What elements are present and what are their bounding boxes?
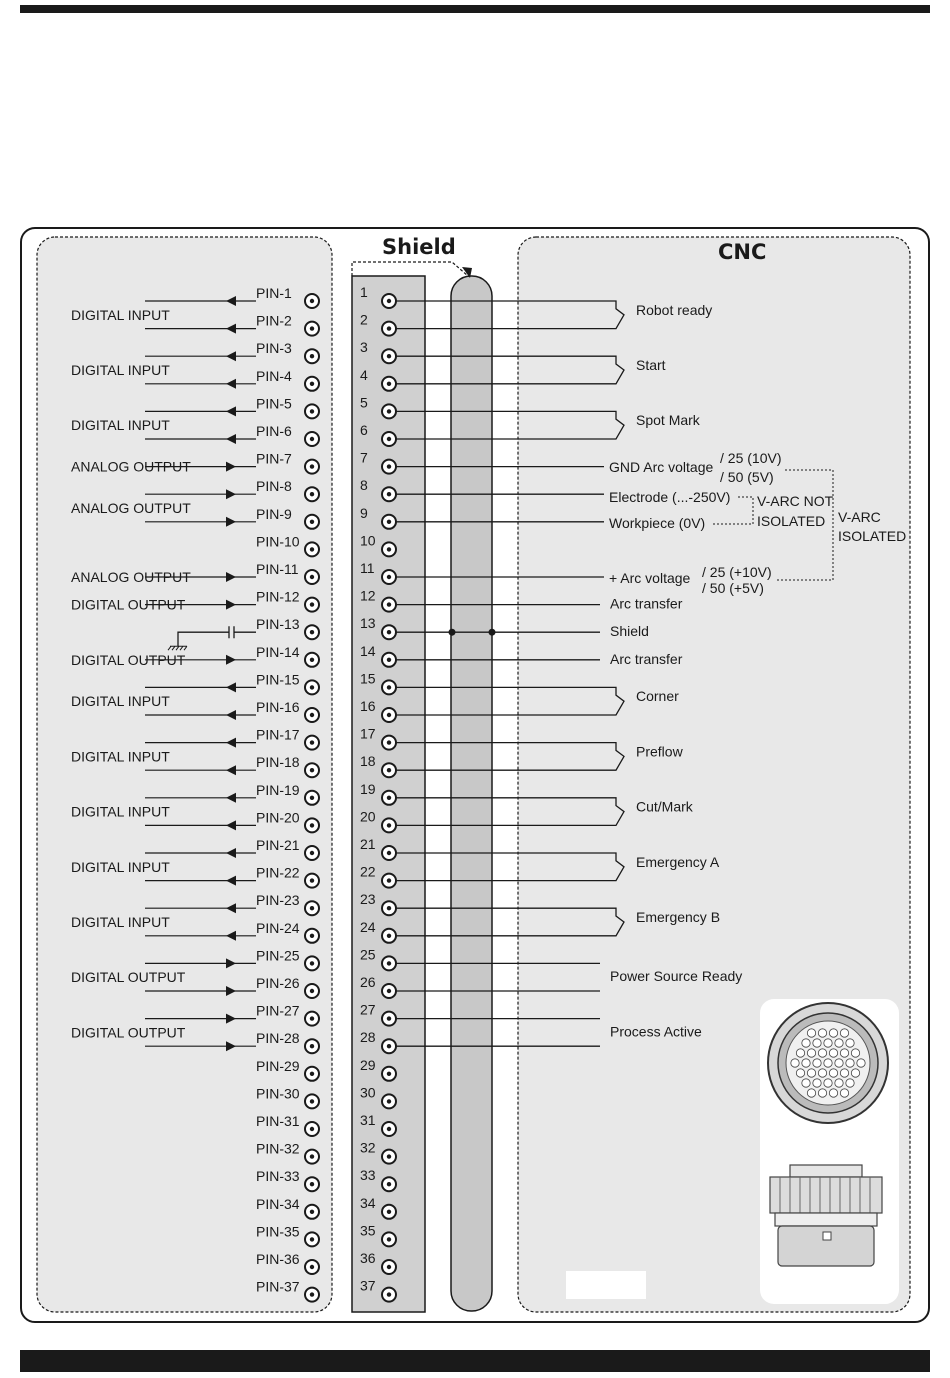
pin-label: PIN-12 bbox=[256, 588, 300, 605]
terminal-number: 27 bbox=[360, 1001, 376, 1018]
pin-label: PIN-11 bbox=[256, 561, 299, 577]
pin-hole bbox=[813, 1059, 821, 1067]
pin-terminal-dot bbox=[310, 740, 314, 744]
terminal-number: 26 bbox=[360, 974, 376, 990]
terminal-socket-dot bbox=[387, 520, 391, 524]
varc-workpiece: Workpiece (0V) bbox=[609, 515, 706, 531]
pin-terminal-dot bbox=[310, 1237, 314, 1241]
terminal-number: 31 bbox=[360, 1112, 376, 1128]
group-label: DIGITAL INPUT bbox=[71, 693, 170, 710]
pin-hole bbox=[840, 1069, 848, 1077]
terminal-number: 35 bbox=[360, 1222, 376, 1239]
terminal-socket-dot bbox=[387, 989, 391, 993]
pin-terminal-dot bbox=[310, 354, 314, 358]
group-label: DIGITAL OUTPUT bbox=[71, 596, 186, 613]
terminal-socket-dot bbox=[387, 1044, 391, 1048]
terminal-number: 30 bbox=[360, 1084, 376, 1101]
pin-hole bbox=[846, 1039, 854, 1047]
terminal-number: 33 bbox=[360, 1167, 376, 1184]
varc-isolated-1: V-ARC bbox=[838, 509, 881, 525]
pin-terminal-dot bbox=[310, 823, 314, 827]
pin-label: PIN-4 bbox=[256, 367, 292, 384]
terminal-socket-dot bbox=[387, 602, 391, 606]
pin-hole bbox=[807, 1049, 815, 1057]
pin-hole bbox=[835, 1059, 843, 1067]
pin-terminal-dot bbox=[310, 409, 314, 413]
top-rule bbox=[20, 5, 930, 13]
shield-junction bbox=[489, 629, 496, 636]
pin-hole bbox=[857, 1059, 865, 1067]
pin-hole bbox=[818, 1029, 826, 1037]
pin-label: PIN-25 bbox=[256, 947, 300, 964]
group-label: DIGITAL INPUT bbox=[71, 306, 170, 323]
terminal-number: 13 bbox=[360, 615, 376, 632]
terminal-socket-dot bbox=[387, 768, 391, 772]
pin-terminal-dot bbox=[310, 1099, 314, 1103]
terminal-number: 17 bbox=[360, 725, 376, 742]
pin-label: PIN-18 bbox=[256, 754, 300, 771]
terminal-number: 10 bbox=[360, 532, 376, 549]
pin-label: PIN-1 bbox=[256, 285, 292, 301]
terminal-socket-dot bbox=[387, 437, 391, 441]
pin-label: PIN-17 bbox=[256, 726, 300, 743]
terminal-number: 28 bbox=[360, 1029, 376, 1046]
pin-terminal-dot bbox=[310, 437, 314, 441]
varc-plus25: / 25 (+10V) bbox=[702, 564, 772, 580]
pin-hole bbox=[851, 1069, 859, 1077]
terminal-socket-dot bbox=[387, 354, 391, 358]
group-label: DIGITAL INPUT bbox=[71, 362, 170, 378]
switch-label: Emergency A bbox=[636, 853, 720, 870]
pin-label: PIN-7 bbox=[256, 450, 292, 467]
signal-label: Arc transfer bbox=[610, 595, 683, 612]
pin-terminal-dot bbox=[310, 1210, 314, 1214]
terminal-number: 25 bbox=[360, 946, 376, 963]
terminal-number: 22 bbox=[360, 863, 376, 880]
pin-label: PIN-28 bbox=[256, 1030, 300, 1047]
terminal-socket-dot bbox=[387, 575, 391, 579]
terminal-number: 34 bbox=[360, 1194, 376, 1211]
group-label: ANALOG OUTPUT bbox=[71, 458, 191, 475]
pin-terminal-dot bbox=[310, 1265, 314, 1269]
pin-hole bbox=[829, 1069, 837, 1077]
group-label: DIGITAL INPUT bbox=[71, 858, 170, 875]
terminal-number: 3 bbox=[360, 339, 368, 356]
pin-label: PIN-35 bbox=[256, 1223, 300, 1240]
group-label: DIGITAL INPUT bbox=[71, 748, 170, 765]
signal-label: Power Source Ready bbox=[610, 968, 743, 985]
pin-label: PIN-19 bbox=[256, 781, 300, 798]
pin-hole bbox=[813, 1079, 821, 1087]
pin-terminal-dot bbox=[310, 630, 314, 634]
pin-terminal-dot bbox=[310, 1044, 314, 1048]
connector-side-image bbox=[770, 1165, 882, 1266]
pin-hole bbox=[818, 1049, 826, 1057]
pin-terminal-dot bbox=[310, 906, 314, 910]
pin-terminal-dot bbox=[310, 1016, 314, 1020]
terminal-socket-dot bbox=[387, 1016, 391, 1020]
blank-label-box bbox=[566, 1271, 646, 1299]
switch-label: Start bbox=[636, 357, 666, 373]
pin-label: PIN-33 bbox=[256, 1168, 300, 1185]
pin-label: PIN-36 bbox=[256, 1251, 300, 1267]
terminal-socket-dot bbox=[387, 464, 391, 468]
pin-label: PIN-13 bbox=[256, 616, 300, 633]
pin-hole bbox=[840, 1089, 848, 1097]
terminal-socket-dot bbox=[387, 547, 391, 551]
group-label: ANALOG OUTPUT bbox=[71, 500, 191, 516]
terminal-number: 18 bbox=[360, 753, 376, 770]
group-label: DIGITAL OUTPUT bbox=[71, 1024, 186, 1041]
pin-label: PIN-24 bbox=[256, 919, 300, 936]
terminal-number: 4 bbox=[360, 366, 368, 383]
terminal-socket-dot bbox=[387, 1099, 391, 1103]
varc-not-isolated-2: ISOLATED bbox=[757, 513, 826, 529]
varc-plus-label: + Arc voltage bbox=[609, 570, 691, 586]
group-label: DIGITAL OUTPUT bbox=[71, 969, 186, 986]
pin-hole bbox=[835, 1039, 843, 1047]
pin-label: PIN-10 bbox=[256, 533, 300, 550]
pin-hole bbox=[846, 1059, 854, 1067]
pin-terminal-dot bbox=[310, 547, 314, 551]
terminal-number: 7 bbox=[360, 449, 368, 466]
pin-hole bbox=[829, 1089, 837, 1097]
pin-label: PIN-20 bbox=[256, 809, 300, 826]
pin-label: PIN-8 bbox=[256, 478, 292, 495]
pin-terminal-dot bbox=[310, 768, 314, 772]
pin-label: PIN-37 bbox=[256, 1278, 300, 1295]
pin-hole bbox=[807, 1029, 815, 1037]
terminal-number: 12 bbox=[360, 587, 376, 604]
varc-plus50: / 50 (+5V) bbox=[702, 580, 764, 596]
terminal-socket-dot bbox=[387, 1292, 391, 1296]
pin-hole bbox=[813, 1039, 821, 1047]
pin-hole bbox=[818, 1069, 826, 1077]
terminal-socket-dot bbox=[387, 409, 391, 413]
terminal-number: 32 bbox=[360, 1139, 376, 1156]
signal-label: Arc transfer bbox=[610, 650, 683, 667]
pin-terminal-dot bbox=[310, 520, 314, 524]
terminal-number: 14 bbox=[360, 642, 376, 659]
terminal-socket-dot bbox=[387, 906, 391, 910]
pin-hole bbox=[802, 1059, 810, 1067]
switch-label: Robot ready bbox=[636, 301, 713, 318]
pin-label: PIN-2 bbox=[256, 312, 292, 329]
pin-terminal-dot bbox=[310, 1154, 314, 1158]
pin-hole bbox=[851, 1049, 859, 1057]
pin-hole bbox=[840, 1029, 848, 1037]
pin-hole bbox=[846, 1079, 854, 1087]
pin-hole bbox=[835, 1079, 843, 1087]
group-label: ANALOG OUTPUT bbox=[71, 569, 191, 585]
terminal-socket-dot bbox=[387, 630, 391, 634]
pin-terminal-dot bbox=[310, 464, 314, 468]
varc-not-isolated-1: V-ARC NOT bbox=[757, 493, 834, 509]
pin-terminal-dot bbox=[310, 382, 314, 386]
signal-label: Process Active bbox=[610, 1023, 702, 1040]
terminal-socket-dot bbox=[387, 796, 391, 800]
terminal-socket-dot bbox=[387, 934, 391, 938]
pin-label: PIN-16 bbox=[256, 699, 300, 715]
pin-label: PIN-6 bbox=[256, 423, 292, 439]
pin-label: PIN-14 bbox=[256, 643, 300, 660]
pin-hole bbox=[791, 1059, 799, 1067]
terminal-socket-dot bbox=[387, 823, 391, 827]
pin-label: PIN-27 bbox=[256, 1002, 300, 1019]
pin-label: PIN-29 bbox=[256, 1057, 300, 1074]
shield-junction bbox=[449, 629, 456, 636]
cnc-title: CNC bbox=[718, 240, 767, 264]
pin-terminal-dot bbox=[310, 989, 314, 993]
pin-hole bbox=[807, 1089, 815, 1097]
terminal-socket-dot bbox=[387, 1182, 391, 1186]
terminal-socket-dot bbox=[387, 492, 391, 496]
terminal-number: 37 bbox=[360, 1277, 376, 1294]
pin-terminal-dot bbox=[310, 961, 314, 965]
pin-terminal-dot bbox=[310, 299, 314, 303]
pin-label: PIN-30 bbox=[256, 1085, 300, 1102]
group-label: DIGITAL OUTPUT bbox=[71, 651, 186, 668]
pin-hole bbox=[818, 1089, 826, 1097]
terminal-socket-dot bbox=[387, 1265, 391, 1269]
terminal-number: 23 bbox=[360, 891, 376, 908]
pin-terminal-dot bbox=[310, 1292, 314, 1296]
pin-terminal-dot bbox=[310, 851, 314, 855]
switch-label: Cut/Mark bbox=[636, 798, 693, 815]
terminal-number: 6 bbox=[360, 422, 368, 438]
pin-terminal-dot bbox=[310, 575, 314, 579]
pin-hole bbox=[824, 1079, 832, 1087]
pin-hole bbox=[824, 1039, 832, 1047]
pin-label: PIN-3 bbox=[256, 340, 292, 357]
pin-label: PIN-34 bbox=[256, 1195, 300, 1212]
group-label: DIGITAL INPUT bbox=[71, 417, 170, 434]
pin-label: PIN-32 bbox=[256, 1140, 300, 1157]
terminal-number: 9 bbox=[360, 504, 368, 521]
group-label: DIGITAL INPUT bbox=[71, 803, 170, 820]
pin-hole bbox=[807, 1069, 815, 1077]
connector-face-image bbox=[768, 1003, 888, 1123]
terminal-socket-dot bbox=[387, 299, 391, 303]
pin-terminal-dot bbox=[310, 934, 314, 938]
terminal-socket-dot bbox=[387, 1154, 391, 1158]
pin-terminal-dot bbox=[310, 326, 314, 330]
varc-div25: / 25 (10V) bbox=[720, 450, 782, 466]
terminal-number: 36 bbox=[360, 1250, 376, 1266]
varc-div50: / 50 (5V) bbox=[720, 469, 774, 485]
switch-label: Spot Mark bbox=[636, 412, 700, 429]
varc-electrode: Electrode (...-250V) bbox=[609, 489, 731, 505]
switch-label: Emergency B bbox=[636, 909, 721, 925]
varc-gnd-label: GND Arc voltage bbox=[609, 459, 714, 475]
terminal-socket-dot bbox=[387, 851, 391, 855]
pin-terminal-dot bbox=[310, 1182, 314, 1186]
pin-terminal-dot bbox=[310, 685, 314, 689]
terminal-socket-dot bbox=[387, 658, 391, 662]
terminal-socket-dot bbox=[387, 740, 391, 744]
terminal-socket-dot bbox=[387, 713, 391, 717]
terminal-socket-dot bbox=[387, 382, 391, 386]
terminal-number: 16 bbox=[360, 698, 376, 714]
terminal-number: 24 bbox=[360, 918, 376, 935]
pin-terminal-dot bbox=[310, 602, 314, 606]
pin-label: PIN-23 bbox=[256, 892, 300, 909]
shield-title: Shield bbox=[382, 235, 456, 259]
terminal-number: 11 bbox=[360, 560, 375, 576]
pin-terminal-dot bbox=[310, 878, 314, 882]
pin-label: PIN-26 bbox=[256, 975, 300, 991]
pin-hole bbox=[802, 1039, 810, 1047]
terminal-number: 1 bbox=[360, 284, 368, 300]
pin-terminal-dot bbox=[310, 492, 314, 496]
terminal-socket-dot bbox=[387, 326, 391, 330]
terminal-number: 21 bbox=[360, 836, 376, 852]
pin-hole bbox=[796, 1069, 804, 1077]
terminal-socket-dot bbox=[387, 685, 391, 689]
terminal-socket-dot bbox=[387, 961, 391, 965]
terminal-number: 5 bbox=[360, 394, 368, 411]
pin-hole bbox=[802, 1079, 810, 1087]
terminal-number: 20 bbox=[360, 808, 376, 825]
pin-label: PIN-15 bbox=[256, 671, 300, 688]
varc-isolated-2: ISOLATED bbox=[838, 528, 907, 544]
pin-terminal-dot bbox=[310, 658, 314, 662]
group-label: DIGITAL INPUT bbox=[71, 914, 170, 930]
pin-hole bbox=[829, 1029, 837, 1037]
bottom-band bbox=[20, 1350, 930, 1372]
terminal-number: 19 bbox=[360, 780, 376, 797]
pin-terminal-dot bbox=[310, 796, 314, 800]
terminal-number: 15 bbox=[360, 670, 376, 687]
pin-label: PIN-5 bbox=[256, 395, 292, 412]
switch-label: Corner bbox=[636, 688, 679, 705]
terminal-socket-dot bbox=[387, 878, 391, 882]
pin-label: PIN-22 bbox=[256, 864, 300, 881]
terminal-number: 8 bbox=[360, 477, 368, 494]
pin-hole bbox=[824, 1059, 832, 1067]
pin-terminal-dot bbox=[310, 1072, 314, 1076]
terminal-socket-dot bbox=[387, 1237, 391, 1241]
terminal-socket-dot bbox=[387, 1127, 391, 1131]
switch-label: Preflow bbox=[636, 743, 683, 760]
terminal-number: 2 bbox=[360, 311, 368, 328]
terminal-socket-dot bbox=[387, 1210, 391, 1214]
pin-hole bbox=[796, 1049, 804, 1057]
signal-label: Shield bbox=[610, 623, 649, 640]
pin-hole bbox=[829, 1049, 837, 1057]
pin-terminal-dot bbox=[310, 713, 314, 717]
pin-hole bbox=[840, 1049, 848, 1057]
pin-label: PIN-21 bbox=[256, 837, 300, 853]
shield-cable bbox=[451, 276, 492, 1311]
pin-label: PIN-9 bbox=[256, 505, 292, 522]
terminal-socket-dot bbox=[387, 1072, 391, 1076]
pin-terminal-dot bbox=[310, 1127, 314, 1131]
terminal-number: 29 bbox=[360, 1056, 376, 1073]
pin-label: PIN-31 bbox=[256, 1113, 300, 1129]
